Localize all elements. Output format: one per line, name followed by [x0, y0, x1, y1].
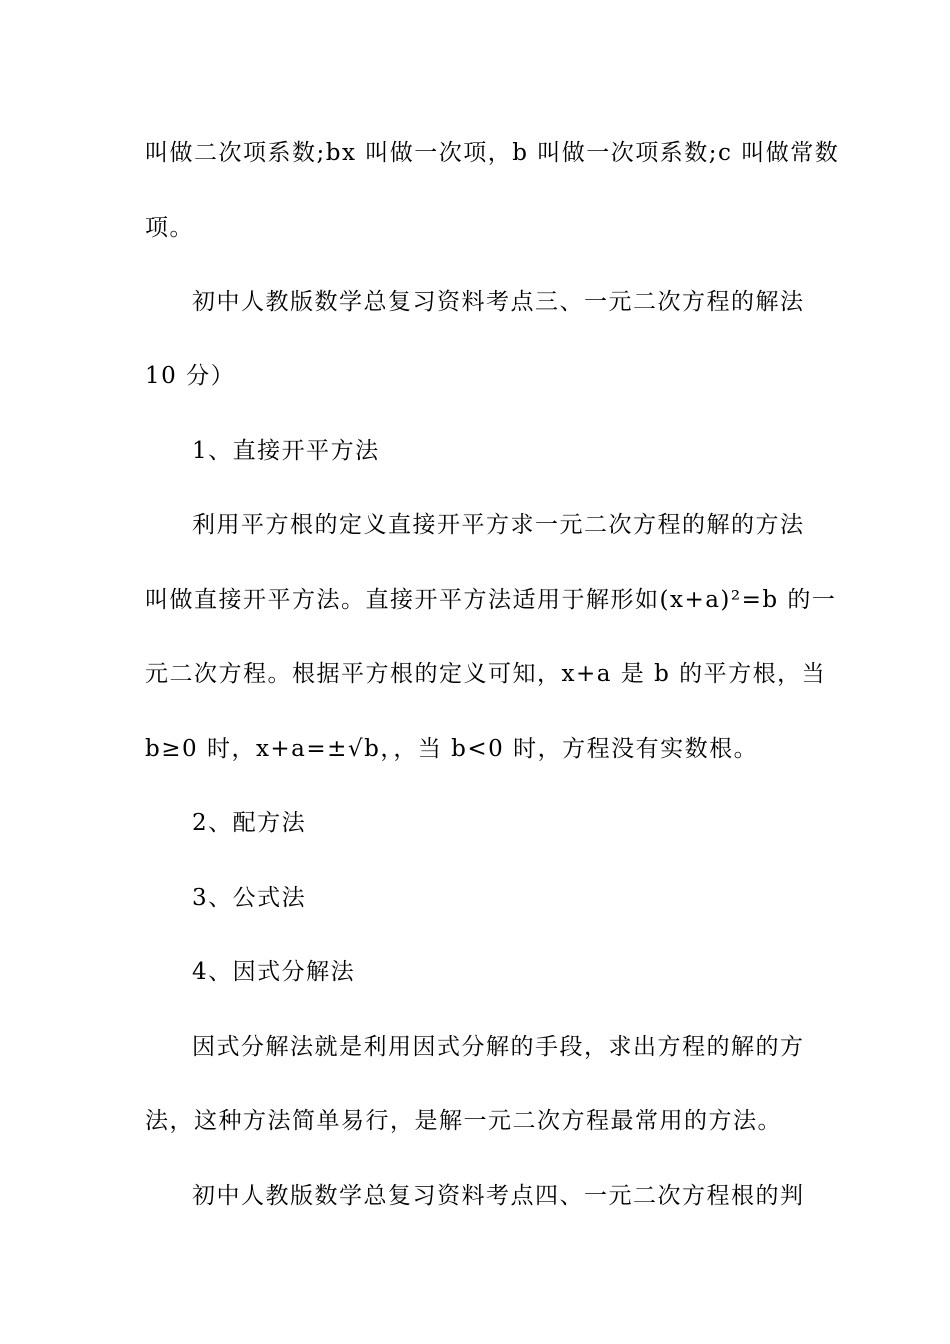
- text-line: 叫做二次项系数;bx 叫做一次项，b 叫做一次项系数;c 叫做常数: [145, 140, 840, 166]
- text-line: 叫做直接开平方法。直接开平方法适用于解形如(x+a)²=b 的一: [145, 587, 837, 613]
- text-line: 元二次方程。根据平方根的定义可知，x+a 是 b 的平方根，当: [145, 661, 827, 687]
- subsection-heading: 4、因式分解法: [192, 959, 356, 985]
- subsection-heading: 1、直接开平方法: [192, 438, 380, 464]
- text-line: 因式分解法就是利用因式分解的手段，求出方程的解的方: [192, 1034, 805, 1060]
- subsection-heading: 2、配方法: [192, 810, 307, 836]
- text-line: 10 分）: [145, 363, 236, 389]
- text-line: 利用平方根的定义直接开平方求一元二次方程的解的方法: [192, 512, 805, 538]
- text-line: 项。: [145, 215, 194, 241]
- subsection-heading: 3、公式法: [192, 885, 307, 911]
- section-heading: 初中人教版数学总复习资料考点三、一元二次方程的解法: [192, 289, 805, 315]
- text-line: b≥0 时，x+a=±√b，，当 b<0 时，方程没有实数根。: [145, 736, 759, 762]
- text-line: 法，这种方法简单易行，是解一元二次方程最常用的方法。: [145, 1108, 782, 1134]
- section-heading: 初中人教版数学总复习资料考点四、一元二次方程根的判: [192, 1183, 805, 1209]
